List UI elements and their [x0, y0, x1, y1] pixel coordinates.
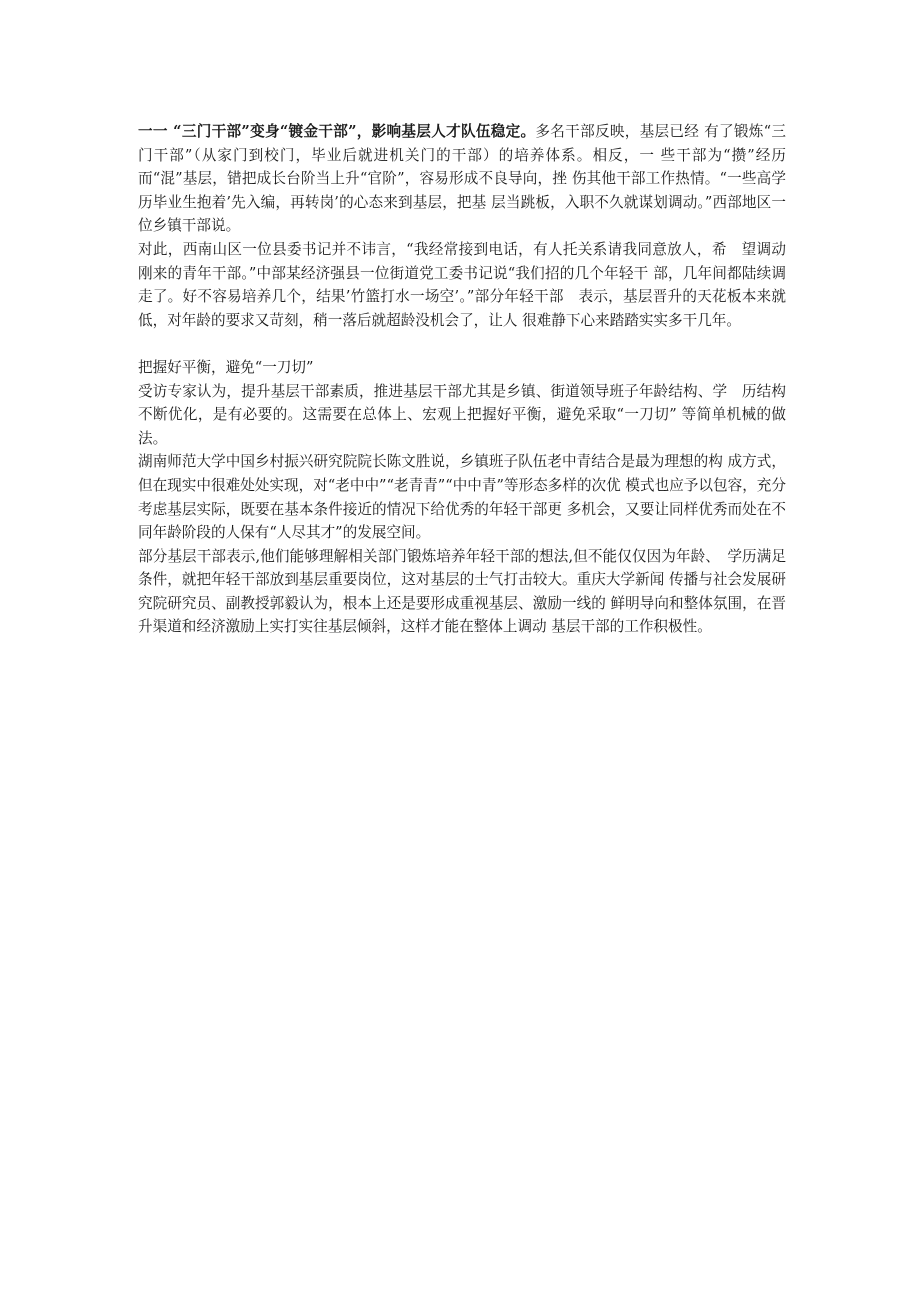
paragraph-1-text: 多名干部反映，基层已经 有了锻炼“三门干部”（从家门到校门，毕业后就进机关门的干部）的培养体系。相反，一 些干部为“攒”经历而“混”基层，错把成长台阶当上升“官阶”，容易形成不良导向，挫 伤其他干部工作热情。“一些高学历毕业生抱着’先入编，再转岗’的心态来到基层，把基 层当跳板，入职不久就谋划调动。”西部地区一位乡镇干部说。: [138, 123, 786, 235]
paragraph-4: 湖南师范大学中国乡村振兴研究院院长陈文胜说，乡镇班子队伍老中青结合是最为理想的构 成方式，但在现实中很难处处实现，对“老中中”“老青青”“中中青”等形态多样的次优 模式也应予以包容，充分考虑基层实际，既要在基本条件接近的情况下给优秀的年轻干部更 多机会，又要让同样优秀而处在不同年龄阶段的人保有“人尽其才”的发展空间。: [138, 453, 786, 542]
paragraph-spacer: [138, 332, 786, 356]
paragraph-2: 对此，西南山区一位县委书记并不讳言，“我经常接到电话，有人托关系请我同意放人，希 望调动刚来的青年干部。”中部某经济强县一位街道党工委书记说“我们招的几个年轻干 部，几年间都陆续调走了。好不容易培养几个，结果’竹篮打水一场空’。”部分年轻干部 表示，基层晋升的天花板本来就低，对年龄的要求又苛刻，稍一落后就超龄没机会了，让人 很难静下心来踏踏实实多干几年。: [138, 240, 786, 329]
paragraph-1-lead: 一一 “三门干部”变身“镀金干部”，影响基层人才队伍稳定。: [138, 123, 536, 140]
paragraph-3: 受访专家认为，提升基层干部素质，推进基层干部尤其是乡镇、街道领导班子年龄结构、学 历结构不断优化，是有必要的。这需要在总体上、宏观上把握好平衡，避免采取“一刀切” 等简单机械的做法。: [138, 382, 786, 447]
section-heading: 把握好平衡，避免“一刀切”: [138, 358, 314, 376]
paragraph-1: [138, 120, 786, 238]
paragraph-5: 部分基层干部表示,他们能够理解相关部门锻炼培养年轻干部的想法,但不能仅仅因为年龄、 学历满足条件，就把年轻干部放到基层重要岗位，这对基层的士气打击较大。重庆大学新闻 传播与社会发展研究院研究员、副教授郭毅认为，根本上还是要形成重视基层、激励一线的 鲜明导向和整体氛围，在晋升渠道和经济激励上实打实往基层倾斜，这样才能在整体上调动 基层干部的工作积极性。: [138, 547, 786, 636]
document-body: [138, 120, 786, 639]
